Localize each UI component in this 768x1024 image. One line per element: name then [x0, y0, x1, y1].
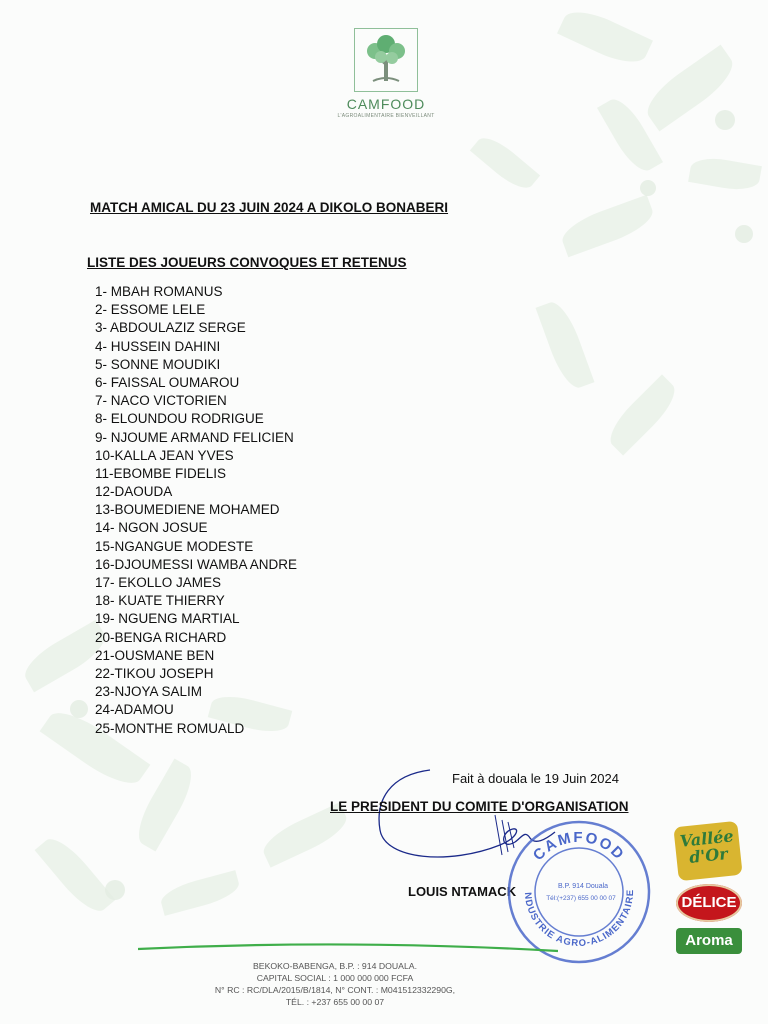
list-title: LISTE DES JOUEURS CONVOQUES ET RETENUS: [87, 255, 407, 270]
list-item: 6- FAISSAL OUMAROU: [95, 374, 240, 390]
delice-logo: DÉLICE: [676, 884, 742, 922]
product-brand-logos: [676, 824, 746, 954]
list-item: 11-EBOMBE FIDELIS: [95, 465, 227, 481]
list-item: 25-MONTHE ROMUALD: [95, 720, 245, 736]
list-item: 7- NACO VICTORIEN: [95, 393, 227, 409]
place-and-date: Fait à douala le 19 Juin 2024: [452, 771, 619, 786]
svg-text:CAMFOOD: [530, 829, 628, 864]
list-item: 2- ESSOME LELE: [95, 302, 206, 318]
list-item: 5- SONNE MOUDIKI: [95, 356, 221, 372]
list-item: 14- NGON JOSUE: [95, 520, 208, 536]
match-title: MATCH AMICAL DU 23 JUIN 2024 A DIKOLO BONABERI: [90, 200, 449, 215]
tree-logo-icon: [354, 28, 418, 92]
aroma-logo: Aroma: [676, 928, 742, 954]
list-item: 3- ABDOULAZIZ SERGE: [95, 320, 246, 336]
signatory-title: LE PRESIDENT DU COMITE D'ORGANISATION: [330, 799, 629, 814]
stamp-center-line-1: B.P. 914 Douala: [557, 883, 609, 890]
company-logo: [336, 28, 436, 119]
list-item: 21-OUSMANE BEN: [95, 647, 215, 663]
list-item: 22-TIKOU JOSEPH: [95, 665, 214, 681]
list-item: 15-NGANGUE MODESTE: [95, 538, 254, 554]
brand-name: CAMFOOD: [346, 96, 426, 112]
vallee-dor-logo: Vallée d'Or: [673, 821, 742, 881]
list-item: 18- KUATE THIERRY: [95, 593, 225, 609]
list-item: 12-DAOUDA: [95, 484, 173, 500]
footer-line-4: TÉL. : +237 655 00 00 07: [285, 997, 385, 1007]
stamp-bottom-text: NDUSTRIE AGRO-ALIMENTAIRE: [521, 888, 637, 950]
signatory-name: LOUIS NTAMACK: [408, 884, 517, 899]
footer-line-3: N° RC : RC/DLA/2015/B/1814, N° CONT. : M041512332290G,: [214, 985, 456, 995]
list-item: 20-BENGA RICHARD: [95, 629, 227, 645]
list-item: 19- NGUENG MARTIAL: [95, 611, 240, 627]
list-item: 17- EKOLLO JAMES: [95, 575, 222, 590]
stamp-top-text: CAMFOOD: [529, 829, 629, 865]
footer-divider: [138, 941, 558, 955]
stamp-center-line-2: Tél:(+237) 655 00 00 07: [546, 895, 616, 902]
list-item: 8- ELOUNDOU RODRIGUE: [95, 411, 264, 427]
list-item: 1- MBAH ROMANUS: [95, 284, 223, 299]
footer-line-2: CAPITAL SOCIAL : 1 000 000 000 FCFA: [256, 973, 414, 983]
footer-line-1: BEKOKO-BABENGA, B.P. : 914 DOUALA.: [252, 961, 417, 971]
list-item: 4- HUSSEIN DAHINI: [95, 338, 221, 354]
list-item: 16-DJOUMESSI WAMBA ANDRE: [95, 556, 298, 572]
list-item: 24-ADAMOU: [95, 702, 174, 718]
footer-address: [200, 960, 470, 1008]
brand-tagline: L'AGROALIMENTAIRE BIENVEILLANT: [337, 113, 435, 119]
player-list: [95, 283, 297, 738]
list-item: 13-BOUMEDIENE MOHAMED: [95, 502, 280, 518]
list-item: 23-NJOYA SALIM: [95, 684, 203, 700]
list-item: 9- NJOUME ARMAND FELICIEN: [95, 429, 294, 445]
list-item: 10-KALLA JEAN YVES: [95, 447, 234, 463]
